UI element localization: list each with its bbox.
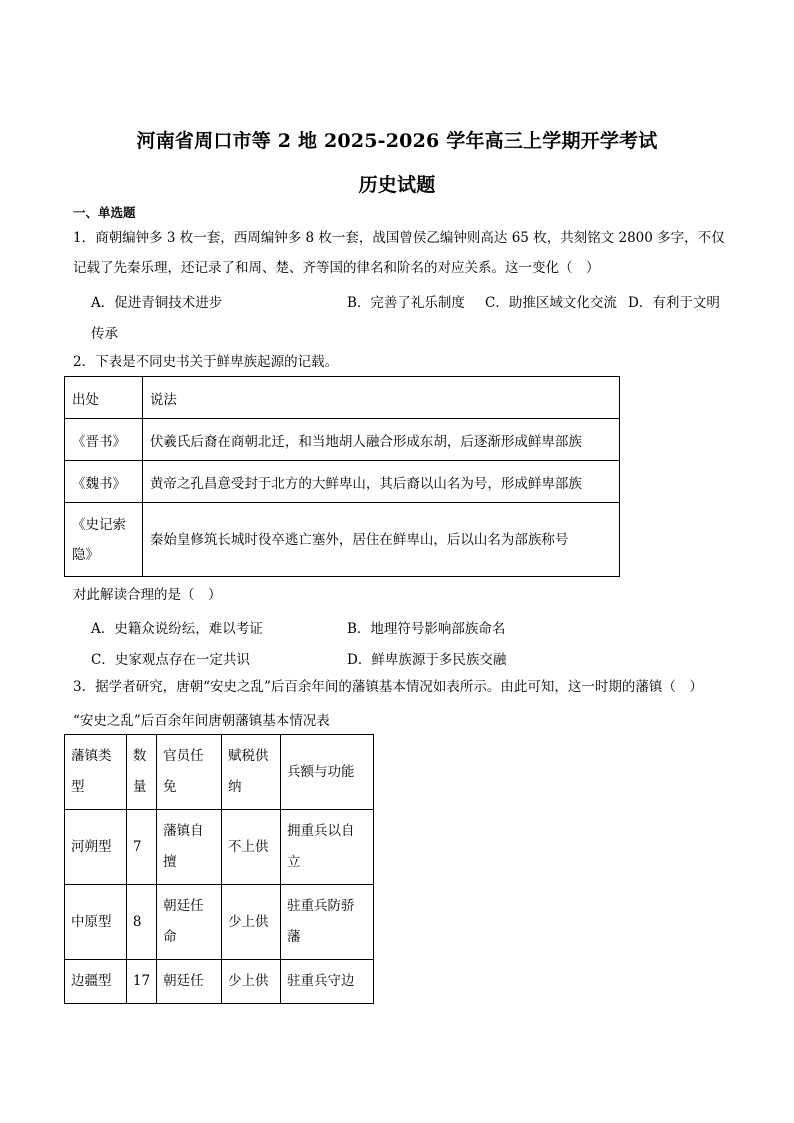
table-header-cell: 兵额与功能 (280, 735, 373, 810)
q1-option-d[interactable]: D．有利于文明 (628, 295, 720, 311)
exam-title: 河南省周口市等 2 地 2025-2026 学年高三上学期开学考试 (136, 130, 658, 152)
table-cell: 拥重兵以自立 (280, 810, 373, 885)
table-header-cell: 说法 (142, 377, 619, 419)
table-cell: 少上供 (221, 960, 280, 1004)
table-header-cell: 官员任免 (157, 735, 222, 810)
table-row (65, 503, 620, 577)
table-cell: 不上供 (221, 810, 280, 885)
table-cell: 少上供 (221, 885, 280, 960)
table-cell: 17 (126, 960, 156, 1004)
table-header-cell: 赋税供纳 (221, 735, 280, 810)
q2-stem: 2．下表是不同史书关于鲜卑族起源的记载。 (73, 354, 339, 370)
section-heading: 一、单选题 (73, 205, 136, 220)
table-header-cell: 数量 (126, 735, 156, 810)
table-header-cell: 藩镇类型 (65, 735, 127, 810)
q1-stem-line1: 1．商朝编钟多 3 枚一套，西周编钟多 8 枚一套，战国曾侯乙编钟则高达 65 枚，共刻铭文 2800 多字，不仅 (73, 230, 725, 246)
q1-option-a[interactable]: A．促进青铜技术进步 (91, 295, 223, 311)
table-cell: 7 (126, 810, 156, 885)
table-cell: 《史记索隐》 (65, 503, 143, 577)
table-header-row (65, 377, 620, 419)
q2-source-table (64, 376, 620, 577)
table-row (65, 419, 620, 461)
table-cell: 藩镇自擅 (157, 810, 222, 885)
q1-option-c[interactable]: C．助推区域文化交流 (485, 295, 617, 311)
q2-option-d[interactable]: D．鲜卑族源于多民族交融 (347, 652, 507, 668)
q2-option-b[interactable]: B．地理符号影响部族命名 (347, 621, 506, 637)
table-cell: 《晋书》 (65, 419, 143, 461)
table-cell: 河朔型 (65, 810, 127, 885)
table-cell: 中原型 (65, 885, 127, 960)
q2-option-c[interactable]: C．史家观点存在一定共识 (91, 652, 250, 668)
table-cell: 驻重兵守边 (280, 960, 373, 1004)
table-row (65, 461, 620, 503)
table-cell: 黄帝之孔昌意受封于北方的大鲜卑山，其后裔以山名为号，形成鲜卑部族 (142, 461, 619, 503)
q1-stem-line2: 记载了先秦乐理，还记录了和周、楚、齐等国的律名和阶名的对应关系。这一变化（ ） (73, 260, 600, 276)
table-cell: 驻重兵防骄藩 (280, 885, 373, 960)
q2-option-a[interactable]: A．史籍众说纷纭，难以考证 (91, 621, 263, 637)
q1-option-b[interactable]: B．完善了礼乐制度 (347, 295, 465, 311)
table-cell: 8 (126, 885, 156, 960)
table-header-cell: 出处 (65, 377, 143, 419)
q1-option-d-continued: 传承 (91, 326, 118, 342)
table-cell: 朝廷任 (157, 960, 222, 1004)
exam-subtitle: 历史试题 (358, 174, 436, 196)
table-header-row (65, 735, 374, 810)
table-cell: 伏羲氏后裔在商朝北迁，和当地胡人融合形成东胡，后逐渐形成鲜卑部族 (142, 419, 619, 461)
q3-stem: 3．据学者研究，唐朝“安史之乱”后百余年间的藩镇基本情况如表所示。由此可知，这一时期的藩镇（ ） (73, 679, 703, 695)
table-cell: 《魏书》 (65, 461, 143, 503)
q3-fanzhen-table (64, 734, 374, 1004)
table-row (65, 885, 374, 960)
table-cell: 朝廷任命 (157, 885, 222, 960)
q3-table-caption: “安史之乱”后百余年间唐朝藩镇基本情况表 (73, 713, 330, 729)
q2-question: 对此解读合理的是（ ） (73, 587, 222, 603)
table-cell: 边疆型 (65, 960, 127, 1004)
table-row (65, 960, 374, 1004)
table-row (65, 810, 374, 885)
table-cell: 秦始皇修筑长城时役卒逃亡塞外，居住在鲜卑山，后以山名为部族称号 (142, 503, 619, 577)
